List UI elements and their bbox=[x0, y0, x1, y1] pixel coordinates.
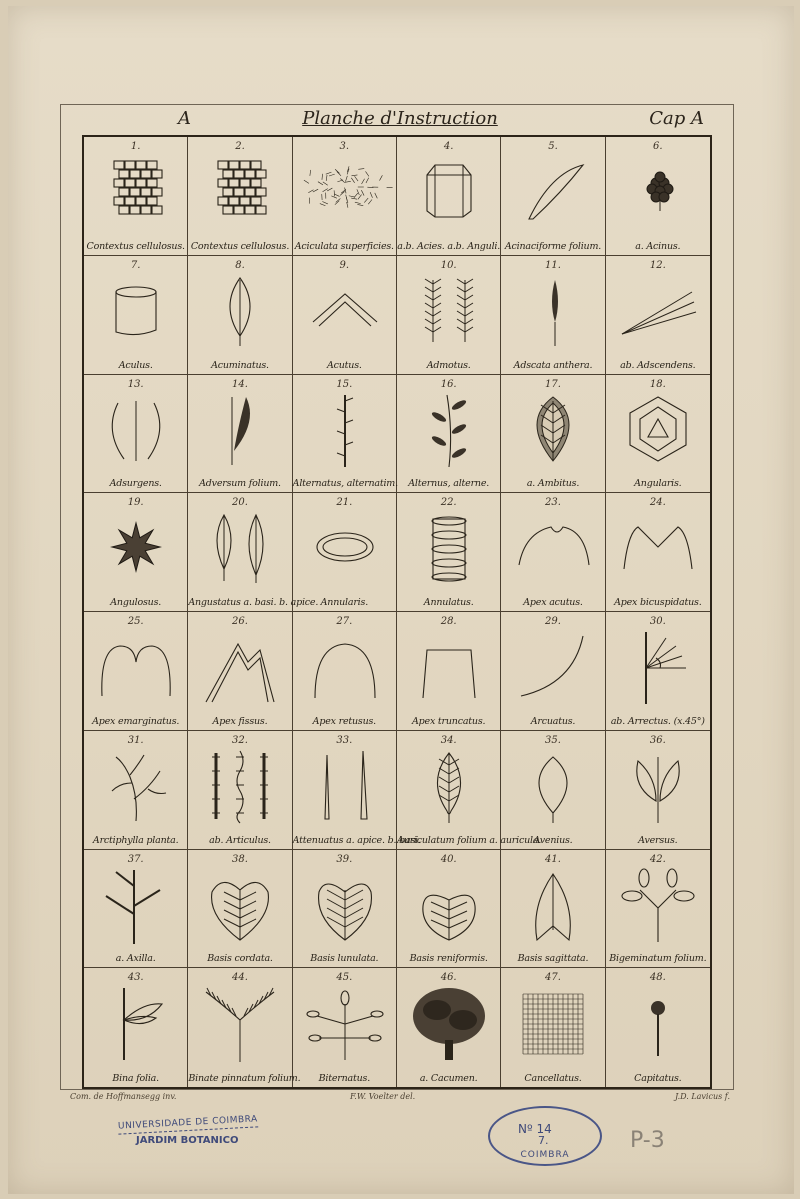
figure-cell bbox=[397, 850, 501, 969]
figure-number: 8. bbox=[235, 259, 245, 271]
figure-cell bbox=[397, 731, 542, 850]
two-leaves-icon bbox=[198, 509, 282, 589]
figure-number: 13. bbox=[127, 378, 144, 390]
figure-number: 34. bbox=[440, 734, 457, 746]
figure-number: 12. bbox=[649, 259, 666, 271]
figure-cell bbox=[188, 850, 292, 969]
figure-cell bbox=[501, 968, 605, 1087]
plain-leaf-icon bbox=[511, 747, 595, 827]
paired-leaves-icon bbox=[616, 747, 700, 827]
biternate-icon bbox=[303, 984, 387, 1064]
figure-caption: Binate pinnatum folium. bbox=[188, 1073, 301, 1084]
figure-number: 27. bbox=[336, 616, 353, 627]
figure-cell bbox=[293, 375, 397, 494]
figure-cell bbox=[293, 850, 397, 969]
figure-number: 42. bbox=[649, 853, 666, 865]
figure-grid bbox=[82, 135, 712, 1089]
figure-caption: a. Cacumen. bbox=[419, 1073, 478, 1084]
hexagon-icon bbox=[616, 391, 700, 471]
figure-caption: Avenius. bbox=[533, 834, 573, 846]
figure-caption: Basis lunulata. bbox=[310, 953, 379, 965]
figure-caption: Acinaciforme folium. bbox=[504, 240, 602, 252]
plate-title: Planche d'Instruction bbox=[302, 108, 498, 129]
figure-cell bbox=[84, 612, 188, 731]
figure-cell bbox=[292, 731, 421, 850]
figure-caption: Aversus. bbox=[638, 834, 678, 846]
figure-number: 17. bbox=[545, 378, 561, 390]
figure-number: 40. bbox=[440, 853, 457, 865]
figure-number: 18. bbox=[649, 378, 666, 390]
figure-number: 7. bbox=[130, 259, 141, 271]
figure-caption: Alternus, alterne. bbox=[408, 478, 490, 490]
figure-cell bbox=[606, 850, 710, 969]
figure-caption: a. Acinus. bbox=[635, 240, 681, 252]
figure-number: 39. bbox=[336, 853, 353, 865]
figure-number: 20. bbox=[232, 497, 248, 509]
figure-number: 41. bbox=[545, 853, 561, 865]
figure-caption: ab. Articulus. bbox=[209, 834, 271, 846]
arc-icon bbox=[511, 628, 595, 708]
figure-cell bbox=[501, 612, 605, 731]
figure-caption: Apex retusus. bbox=[312, 715, 376, 727]
figure-number: 47. bbox=[545, 972, 561, 984]
figure-number: 19. bbox=[127, 497, 144, 509]
brick-cells-icon bbox=[198, 153, 282, 233]
figure-cell bbox=[188, 731, 292, 850]
chevron-icon bbox=[303, 272, 387, 352]
figure-number: 28. bbox=[440, 616, 457, 627]
figure-cell bbox=[188, 375, 292, 494]
figure-cell bbox=[84, 493, 188, 612]
star-icon bbox=[94, 509, 178, 589]
figure-caption: Contextus cellulosus. bbox=[190, 240, 290, 252]
brick-cells-icon bbox=[94, 153, 178, 233]
figure-caption: Capitatus. bbox=[634, 1073, 682, 1084]
figure-cell bbox=[606, 256, 710, 375]
library-stamp-bottom: JARDIM BOTANICO bbox=[136, 1135, 239, 1146]
figure-cell bbox=[84, 850, 188, 969]
figure-cell bbox=[293, 968, 397, 1087]
figure-cell bbox=[501, 493, 605, 612]
jointed-stems-icon bbox=[198, 747, 282, 827]
figure-cell bbox=[84, 137, 188, 256]
figure-caption: Adsurgens. bbox=[109, 478, 162, 490]
sagittate-leaf-icon bbox=[511, 866, 595, 946]
figure-number: 45. bbox=[336, 972, 353, 984]
figure-cell bbox=[606, 731, 710, 850]
ringed-column-icon bbox=[407, 509, 491, 589]
figure-number: 38. bbox=[232, 853, 248, 865]
figure-number: 3. bbox=[339, 141, 350, 152]
figure-caption: Basis reniformis. bbox=[409, 953, 488, 965]
figure-number: 23. bbox=[545, 497, 561, 509]
figure-caption: Annulatus. bbox=[423, 597, 474, 608]
figure-number: 44. bbox=[232, 972, 248, 984]
alternate-stem-icon bbox=[303, 391, 387, 471]
figure-caption: Acutus. bbox=[326, 359, 362, 371]
figure-cell bbox=[397, 137, 501, 256]
angle-rays-icon bbox=[616, 628, 700, 708]
figure-number: 30. bbox=[649, 616, 666, 627]
figure-number: 1. bbox=[130, 141, 141, 152]
figure-cell bbox=[397, 968, 501, 1087]
figure-caption: Apex fissus. bbox=[212, 715, 268, 727]
shrub-icon bbox=[94, 747, 178, 827]
figure-number: 11. bbox=[545, 259, 561, 271]
figure-cell bbox=[293, 256, 397, 375]
opposed-leaf-icon bbox=[198, 391, 282, 471]
figure-caption: Alternatus, alternatim. bbox=[292, 478, 398, 490]
figure-cell bbox=[188, 137, 292, 256]
apex-bicuspid-icon bbox=[616, 509, 700, 589]
figure-caption: Auriculatum folium a. auricula. bbox=[397, 834, 542, 846]
figure-number: 9. bbox=[339, 259, 350, 271]
figure-caption: Biternatus. bbox=[318, 1073, 371, 1084]
figure-cell bbox=[606, 968, 710, 1087]
figure-caption: Arctiphylla planta. bbox=[92, 834, 179, 846]
figure-number: 2. bbox=[235, 141, 245, 152]
figure-number: 21. bbox=[336, 497, 353, 509]
figure-cell bbox=[606, 137, 710, 256]
figure-caption: Adversum folium. bbox=[199, 478, 281, 490]
figure-number: 14. bbox=[232, 378, 248, 390]
auricled-leaf-icon bbox=[407, 747, 491, 827]
sabre-leaf-icon bbox=[511, 153, 595, 233]
anther-icon bbox=[511, 272, 595, 352]
cylinder-icon bbox=[94, 272, 178, 352]
figure-cell bbox=[84, 731, 188, 850]
figure-cell bbox=[84, 256, 188, 375]
figure-number: 36. bbox=[649, 734, 666, 746]
figure-number: 15. bbox=[336, 378, 353, 390]
figure-caption: ab. Arrectus. (x.45°) bbox=[610, 715, 705, 727]
figure-number: 22. bbox=[440, 497, 457, 509]
figure-number: 26. bbox=[232, 616, 248, 627]
figure-cell bbox=[84, 375, 188, 494]
ring-icon bbox=[303, 509, 387, 589]
figure-caption: Angularis. bbox=[634, 478, 682, 490]
credit-engraver: J.D. Lavicus f. bbox=[674, 1092, 730, 1101]
engraver-credits bbox=[70, 1092, 730, 1106]
figure-cell bbox=[397, 256, 501, 375]
lunulate-leaf-icon bbox=[303, 866, 387, 946]
figure-caption: Apex acutus. bbox=[523, 597, 583, 608]
rays-icon bbox=[616, 272, 700, 352]
pinnate-icon bbox=[198, 984, 282, 1064]
figure-caption: a. Ambitus. bbox=[526, 478, 580, 490]
figure-cell bbox=[501, 137, 605, 256]
figure-cell bbox=[501, 850, 605, 969]
hex-prism-icon bbox=[407, 153, 491, 233]
figure-caption: Apex bicuspidatus. bbox=[614, 597, 702, 608]
figure-cell bbox=[501, 375, 605, 494]
alternate-leaves-icon bbox=[407, 391, 491, 471]
lattice-icon bbox=[511, 984, 595, 1064]
figure-cell bbox=[606, 612, 710, 731]
capitate-icon bbox=[616, 984, 700, 1064]
figure-cell bbox=[293, 612, 397, 731]
figure-number: 48. bbox=[649, 972, 666, 984]
figure-caption: Acuminatus. bbox=[211, 359, 269, 371]
oval-stamp-number: Nº 14 bbox=[518, 1122, 552, 1136]
figure-caption: Basis cordata. bbox=[207, 953, 273, 965]
cordate-leaf-icon bbox=[198, 866, 282, 946]
apex-fissus-icon bbox=[198, 628, 282, 708]
figure-caption: Contextus cellulosus. bbox=[86, 240, 185, 252]
figure-caption: Bigeminatum folium. bbox=[609, 953, 707, 965]
figure-number: 31. bbox=[127, 734, 144, 746]
axil-icon bbox=[94, 866, 178, 946]
figure-number: 29. bbox=[545, 616, 561, 627]
library-stamp-top: UNIVERSIDADE DE COIMBRA bbox=[118, 1114, 258, 1134]
figure-caption: Admotus. bbox=[426, 359, 471, 371]
figure-caption: Bina folia. bbox=[112, 1073, 159, 1084]
figure-caption: Arcuatus. bbox=[530, 715, 576, 727]
figure-caption: Angustatus a. basi. b. apice. bbox=[188, 597, 319, 608]
figure-number: 5. bbox=[548, 141, 558, 152]
tree-icon bbox=[407, 984, 491, 1064]
figure-number: 43. bbox=[127, 972, 144, 984]
figure-number: 37. bbox=[127, 853, 144, 865]
figure-number: 24. bbox=[649, 497, 666, 509]
figure-cell bbox=[397, 493, 501, 612]
figure-number: 32. bbox=[232, 734, 248, 746]
figure-caption: Basis sagittata. bbox=[517, 953, 589, 965]
curved-branches-icon bbox=[94, 391, 178, 471]
two-stems-icon bbox=[407, 272, 491, 352]
figure-cell bbox=[293, 493, 397, 612]
figure-cell bbox=[188, 612, 292, 731]
needle-surface-icon bbox=[303, 153, 387, 233]
figure-caption: Apex truncatus. bbox=[411, 715, 486, 727]
pencil-shelfmark: P-3 bbox=[630, 1128, 665, 1153]
figure-cell bbox=[606, 493, 710, 612]
figure-number: 35. bbox=[545, 734, 561, 746]
figure-caption: ab. Adscendens. bbox=[620, 359, 696, 371]
figure-cell bbox=[397, 375, 501, 494]
figure-number: 6. bbox=[653, 141, 663, 152]
figure-number: 10. bbox=[440, 259, 457, 271]
figure-caption: Apex emarginatus. bbox=[92, 715, 180, 727]
figure-caption: Adscata anthera. bbox=[513, 359, 593, 371]
veined-leaf-icon bbox=[511, 391, 595, 471]
apex-emarginate-icon bbox=[94, 628, 178, 708]
figure-cell bbox=[501, 731, 605, 850]
figure-caption: Aciculata superficies. bbox=[294, 240, 394, 252]
figure-number: 16. bbox=[440, 378, 457, 390]
figure-cell bbox=[84, 968, 188, 1087]
credit-inventor: Com. de Hoffmansegg inv. bbox=[70, 1092, 177, 1101]
oval-stamp-city: COIMBRA bbox=[520, 1150, 570, 1160]
apex-retuse-icon bbox=[303, 628, 387, 708]
figure-caption: Cancellatus. bbox=[524, 1073, 582, 1084]
figure-number: 46. bbox=[440, 972, 457, 984]
figure-cell bbox=[501, 256, 605, 375]
plate-header bbox=[60, 108, 732, 134]
figure-caption: Angulosus. bbox=[110, 597, 162, 608]
reniform-leaf-icon bbox=[407, 866, 491, 946]
figure-cell bbox=[397, 612, 501, 731]
oval-stamp-fraction: 7. bbox=[538, 1134, 549, 1147]
figure-caption: Annularis. bbox=[320, 597, 369, 608]
figure-cell bbox=[606, 375, 710, 494]
figure-number: 33. bbox=[336, 734, 353, 746]
bigeminate-icon bbox=[616, 866, 700, 946]
figure-caption: a.b. Acies. a.b. Anguli. bbox=[397, 240, 501, 252]
credit-delineator: F.W. Voelter del. bbox=[350, 1092, 416, 1101]
header-chapter: Cap A bbox=[649, 108, 704, 129]
figure-caption: Aculus. bbox=[118, 359, 153, 371]
apex-truncate-icon bbox=[407, 628, 491, 708]
figure-number: 4. bbox=[443, 141, 454, 152]
paired-on-stem-icon bbox=[94, 984, 178, 1064]
oval-stamp bbox=[488, 1106, 602, 1166]
figure-number: 25. bbox=[127, 616, 144, 627]
header-letter: A bbox=[178, 108, 191, 129]
figure-caption: Attenuatus a. apice. b. basi. bbox=[292, 834, 421, 846]
figure-cell bbox=[188, 493, 319, 612]
tapered-stems-icon bbox=[303, 747, 387, 827]
berry-cluster-icon bbox=[616, 153, 700, 233]
apex-acute-icon bbox=[511, 509, 595, 589]
figure-cell bbox=[188, 968, 301, 1087]
figure-cell bbox=[293, 137, 397, 256]
pointed-leaf-icon bbox=[198, 272, 282, 352]
figure-cell bbox=[188, 256, 292, 375]
figure-caption: a. Axilla. bbox=[115, 953, 156, 965]
library-stamp bbox=[117, 1114, 258, 1158]
